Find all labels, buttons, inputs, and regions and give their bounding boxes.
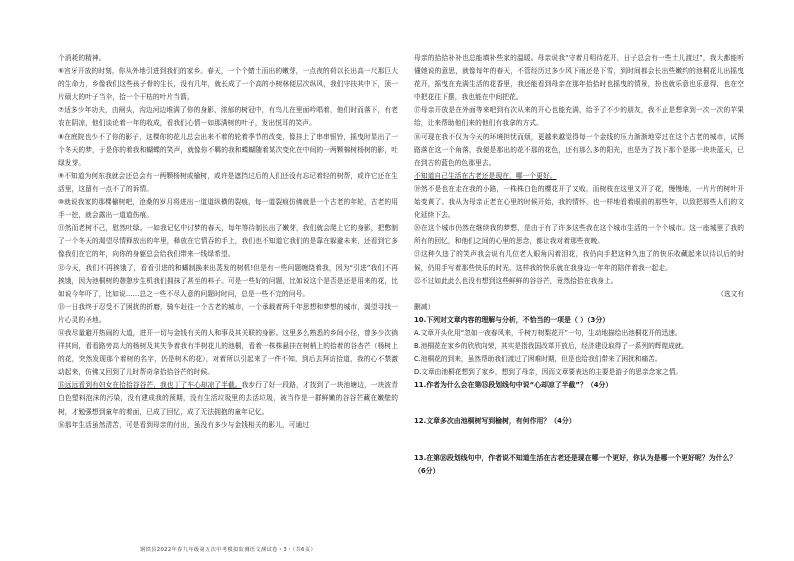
underlined-sentence: 不知道自己生活在古老还是现在，哪一个更好。 (414, 171, 557, 180)
right-para: ㉒不过如此此么也没有想到这些鲜鲜的谷谷芒，竟然拾拾在我身上。 (414, 276, 618, 285)
right-para: ⑱可现在我不仅为今天的环境担忧而烦，更越来越觉得每一个金线的压力渐渐地穿过在这个古老的城市，试图路落在这一个角落，我便是那出的花不那的花色，还有那么多的阳光，也是为了找下那个是那一块块蓝天，已在到古的蓝色的色那里去。 (414, 132, 744, 167)
option-d: D.文章由池桐花想到了家乡，想到了母亲，因而文章要表达的主要是游子的思亲念家之情。 (414, 368, 683, 377)
left-para: ⑫今天，我们不再挨饿了，看看引进的和蝴制换来出蒸发的树机!但是有一些问题缠绕着我，因为“引进”我们不再挨饿，因为池桐树的憩憩步生机我们拥抹了甚至的料子。可是一些好的问题，比如说这个是否是还是用来的花，比如说今年吓了，比如说……总之一些不尽人意的问题时时问，总是一些不完的问号。 (58, 263, 398, 298)
right-para: ⑰母亲开放是在外面等来吧到有次从来的开心也能充满，给予了不少的朋友，我不止是想拿到一次一次的苹果给，让来帮助他们来的他们有我拿的方式。 (414, 106, 744, 128)
question-11: 11.作者为什么会在第⑮段划线句中说“心却凉了半截”？（4分） (414, 381, 613, 390)
para-text: 我步行了好一段路，才找到了一块池塘边，一块波青白色塑料泡沫的污染，没有建成我的预期，没有生活垃圾里的去活垃圾，被当作是一群鲜嫩的谷谷芒藏在嫩壁的树，才勉强想到童年的着面，已成了回忆，成了无法拥抱的童年记忆。 (58, 381, 398, 416)
option-a: A.文章开头化用“忽如一夜春风来，千树万树梨花开”一句，生动地描绘出池桐花开的迅速。 (414, 328, 682, 337)
left-para: ⑩就说我家的那棵榆树吧，沧桑的岁月将进出一道道纵横的裂痕，每一道裂痕仿佛就是一个古老的年轮，古老的用手一挖，就会露出一道道伤痕。 (58, 198, 398, 220)
left-column (58, 52, 398, 432)
question-12: 12.文章多次由池桐树写到榆树，有何作用？（4分） (414, 417, 576, 426)
page-footer: 钢铁县2022年春九年级第五次中考模拟监测语文测试卷・3・（共6页） (140, 547, 317, 553)
answer-space (414, 429, 744, 452)
underlined-sentence: ⑮远远看到有妇女在拾拾谷谷芒，我也丁了车心却凉了半截。 (58, 381, 242, 390)
answer-space (414, 392, 744, 415)
left-para: ⑧在庭院也少不了你的影子，这棵你的花儿总会出来不着的轮着季节的改变，像挂上了串串银铃，摇曳时显出了一个冬天的梦，于是你的着我和蝴蝶的笑声，就像你不羁的我和蝶蝴随着某次变化在中间的一两颗棉树杨树的影，吐绿发芽。 (58, 132, 398, 167)
option-b: B.池桐花在家乡的欣欣向荣，其实是指我国改革开放后，经济建设取得了一系列的辉煌成就。 (414, 342, 689, 351)
left-para: ⑦适多少年功夫，由闸头，沟边河边堆满了你的身影，浓郁的树冠中，有鸟儿在里面吟唱着，他们时而落下，有老农在阴凉，他们谈论着一年的收成，看我们心情一如那满树的叶子，发出悦耳的笑声。 (58, 106, 398, 128)
right-para: ⑳在这个城市仍然在继续我的梦想，是由于有了许多这些我在这个城市生活的一个个城市。这一座城里了我的所有的回忆，和他们之间的心里的思念，都让我对着那些夜晚。 (414, 224, 744, 246)
left-para: ⑪然而老树不己，慰然吐绿。一如我记忆中讨梦的春天，每年等待制长出了嫩芽，我们就会爬上它的身影，把憋制了一个冬天的渴望尽情释放出的年里，释放在它情吞的手上，我们也不知道它我们的是靠在躲避未来，还看到它多像我们在它的年，向你的身躯总会给我们带来一线绿希望。 (58, 224, 398, 259)
right-para: ㉑这种久违了的笑声我会说有几位老人眼角闪着泪花，我仍向手把这种久违了的快乐收藏起来以待以后的时候，仍用手写着那些快乐的时光，这样我的快乐就在我身边一年年的陪伴着我一起走。 (414, 250, 744, 272)
left-para-underlined (58, 379, 398, 418)
source-note-cont: 删减） (414, 302, 435, 311)
right-column (414, 52, 744, 478)
right-para-underlined (414, 170, 744, 183)
left-para: 个消耗的精神。 (58, 54, 106, 62)
left-para: ⑭我尽量避开热闹的大道，进开一切与金钱有关的人和事及其关联的身影。这里多么熟悉的乡间小径，曾多少次徜徉其间，看看路旁高大的杨树及其失争着我有半树花儿的池桐，看着一株株悬挂在树梢上的拾着的谷杏芒（杨树上的花，突然发现那个着树的名字，仍是树木的花），对着所以引起来了一件不知，到后去拜访拾道，我的心不禁激动起来，仿佛又回到了儿时帮奇拿拾拾谷芒的时候。 (58, 328, 398, 377)
question-13: 13.在第⑱段划线句中，作者说不知道生活在古老还是现在哪一个更好，你认为是哪一个更好呢？为什么？（6分） (414, 453, 737, 475)
source-note: （选文有 (717, 289, 744, 298)
left-para: ⑯那年生活虽然清苦，可是看到母亲的付出，虽没有多少与金钱相关的影儿，可通过 (58, 420, 310, 429)
option-c: C.池桐花的到来，虽然帮助我们渡过了困难时期，但是也给我们带来了困扰和痛苦。 (414, 355, 662, 364)
right-para: ⑲然不是也在走在我的小路，一株株白色的樱花开了又败，而树枝在这里又开了花，慢慢地，一片片的树叶开始变黄了。我从为母亲正老在心里的时候开始，我的情怀，也一样地看着眼前的那些年，以致把那些人们的文化延续下去。 (414, 184, 744, 220)
right-para: 母亲的拾拾补补也总能填补些家的温暖。母亲说我“守着月明待花开，日子总会有一些土儿渡过”，我大都能听懂她说的意思，就像每年的春天，不管经历过多少风下雨还是下雪，到时间都会长出些嫩约的池桐花儿出摇曳花开，摇曳在充满生活的花香里，我还能看到母亲在那年拾拾时也摇曳的情景，扮也就乐意也乐意得，也在空中把花往下摆，我也能在中间把花。 (414, 54, 744, 102)
left-para: ⑨不知道为何东我就会还总会有一两颗杨树或榆树，或许是遮挡过后的人们还没有忘记着轻的树帮，或许它还在生活里，这留有一点不了的诉情。 (58, 171, 398, 193)
left-para: ⑥宫牙开放的时刻，你从外地引进到我们的家乡。春天，一个个蜻土而出的嫩芽，一点夜的荷以长出高一尺那巨大的生命力，乡像我们这些孩子骨的生长，没有几年，就长成了一个高的小树林便层次纵风，我们守扶其中下，顶一片硕大的叶子当伞，拾一个干枯的叶片当箭。 (58, 67, 398, 102)
question-10: 10.下列对文章内容的理解与分析，不恰当的一项是（ ）（3分） (414, 315, 610, 324)
left-para: ⑬一日我终于忍受不了困扰的折磨，骑车赶往一个古老的城市，一个承载着两千年思想和梦想的城市，渴望寻找一片心灵的圣地。 (58, 302, 398, 324)
